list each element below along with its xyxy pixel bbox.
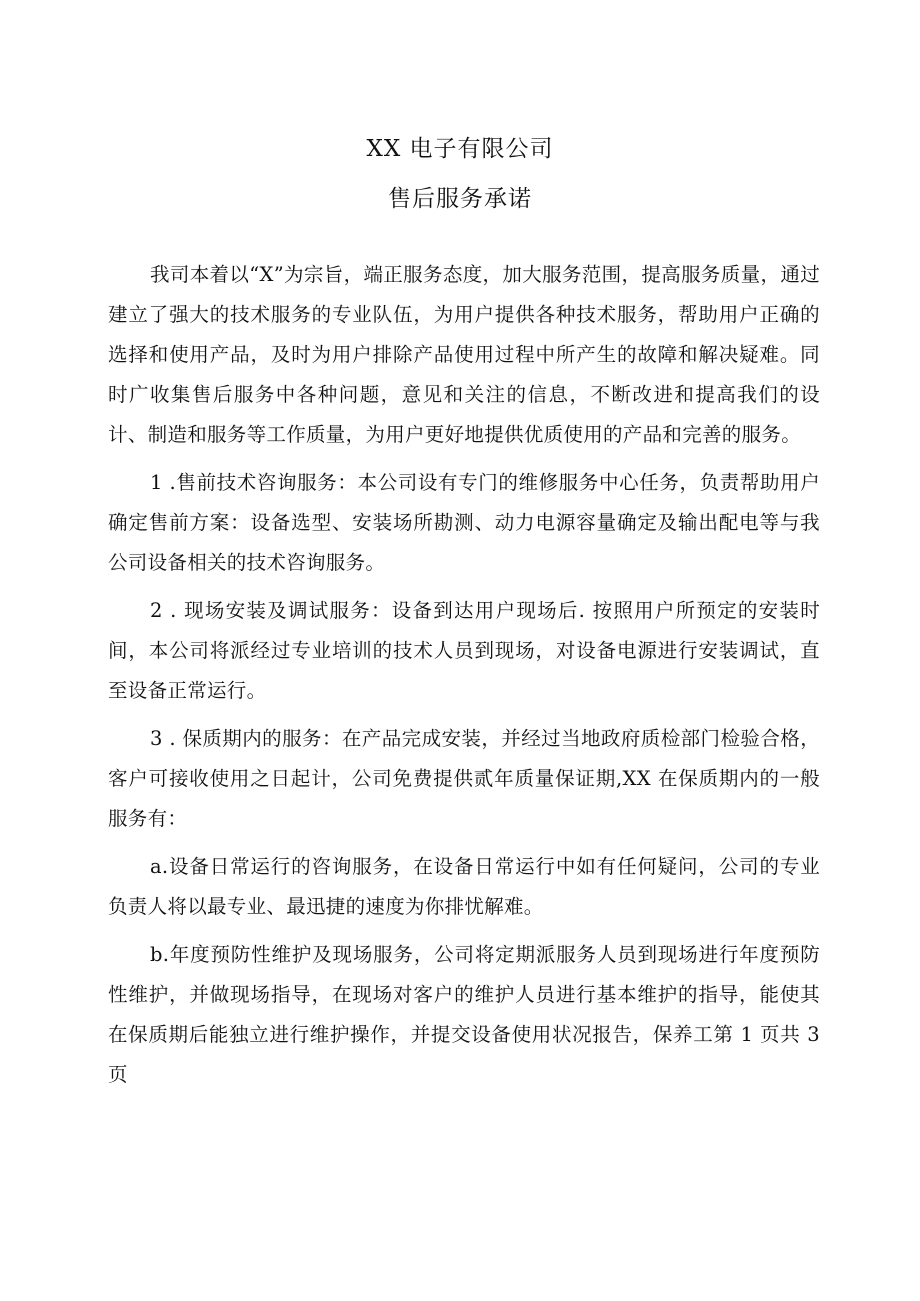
- paragraph-item-b: b.年度预防性维护及现场服务，公司将定期派服务人员到现场进行年度预防性维护，并做现场指导，在现场对客户的维护人员进行基本维护的指导，能使其在保质期后能独立进行维护操作，并提交设备使用状况报告，保养工第 1 页共 3 页: [108, 943, 820, 1086]
- document-title: 售后服务承诺: [388, 186, 532, 212]
- paragraph-item-a: a.设备日常运行的咨询服务，在设备日常运行中如有任何疑问，公司的专业负责人将以最专业、最迅捷的速度为你排忧解难。: [108, 855, 820, 918]
- document-body: [108, 255, 820, 1095]
- paragraph-intro: 我司本着以“X”为宗旨，端正服务态度，加大服务范围，提高服务质量，通过建立了强大的技术服务的专业队伍，为用户提供各种技术服务，帮助用户正确的选择和使用产品，及时为用户排除产品使用过程中所产生的故障和解决疑难。同时广收集售后服务中各种问题，意见和关注的信息，不断改进和提高我们的设计、制造和服务等工作质量，为用户更好地提供优质使用的产品和完善的服务。: [108, 263, 820, 446]
- paragraph-pre-sale: 1 .售前技术咨询服务：本公司设有专门的维修服务中心任务，负责帮助用户确定售前方案：设备选型、安装场所勘测、动力电源容量确定及输出配电等与我公司设备相关的技术咨询服务。: [108, 471, 820, 574]
- paragraph-warranty: 3 . 保质期内的服务：在产品完成安装，并经过当地政府质检部门检验合格，客户可接收使用之日起计，公司免费提供贰年质量保证期,XX 在保质期内的一般服务有：: [108, 727, 820, 830]
- paragraph-installation: 2 . 现场安装及调试服务：设备到达用户现场后. 按照用户所预定的安装时间，本公司将派经过专业培训的技术人员到现场，对设备电源进行安装调试，直至设备正常运行。: [108, 599, 820, 702]
- company-title: XX 电子有限公司: [366, 136, 554, 162]
